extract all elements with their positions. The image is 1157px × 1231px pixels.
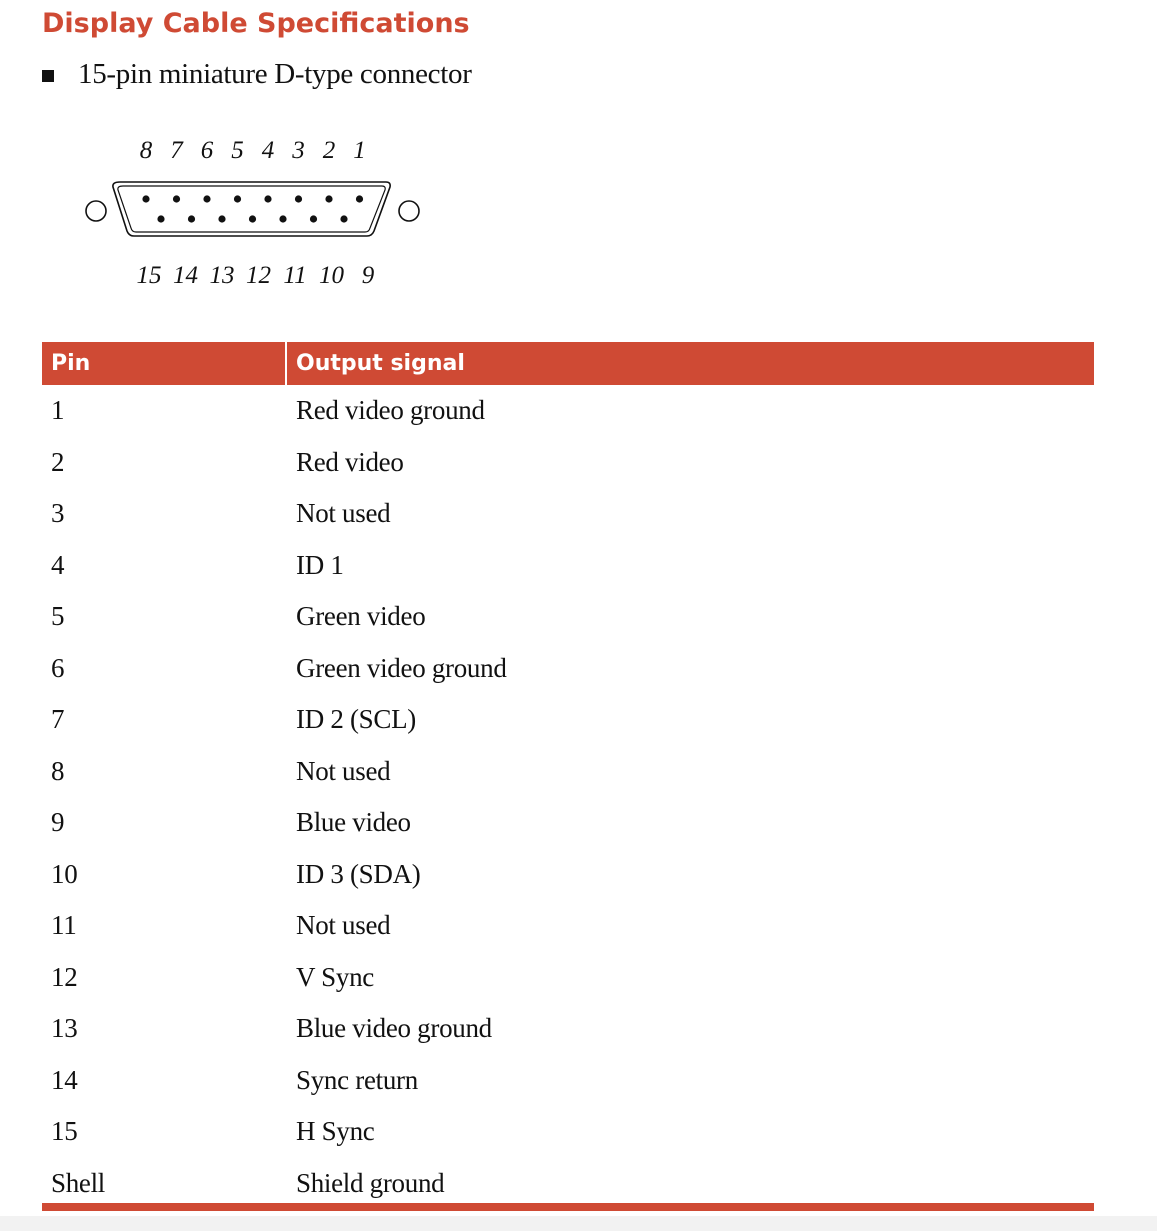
signal-cell: Red video ground: [296, 395, 485, 426]
table-row: [42, 1055, 1094, 1107]
pin-cell: 13: [51, 1013, 78, 1044]
pin-cell: 1: [51, 395, 65, 426]
pin-number-label: 7: [170, 137, 183, 164]
pin-dot: [340, 215, 347, 222]
pin-number-label: 5: [231, 137, 244, 164]
table-row: [42, 591, 1094, 643]
table-row: [42, 437, 1094, 489]
pin-number-label: 14: [173, 262, 198, 289]
pin-cell: 9: [51, 807, 65, 838]
pin-number-label: 9: [361, 262, 375, 289]
table-bottom-rule: [42, 1203, 1094, 1211]
pin-dot: [234, 195, 241, 202]
pin-number-label: 6: [200, 137, 214, 164]
pin-number-label: 13: [209, 262, 235, 289]
pin-dot: [249, 215, 256, 222]
bottom-pin-row: [157, 215, 347, 222]
table-body: [42, 385, 1094, 1209]
table-row: [42, 1003, 1094, 1055]
signal-cell: Shield ground: [296, 1167, 445, 1198]
signal-cell: Not used: [296, 755, 391, 786]
signal-cell: Blue video: [296, 807, 411, 838]
pin-cell: 12: [51, 961, 78, 992]
pin-dot: [279, 215, 286, 222]
page-edge: [0, 1216, 1157, 1231]
pin-dot: [264, 195, 271, 202]
signal-cell: ID 3 (SDA): [296, 858, 421, 889]
pin-cell: 14: [51, 1064, 78, 1095]
pin-cell: 2: [51, 446, 65, 477]
signal-cell: Not used: [296, 910, 391, 941]
pin-number-label: 3: [292, 137, 305, 164]
pin-dot: [173, 195, 180, 202]
header-output-signal: Output signal: [296, 351, 465, 376]
table-row: [42, 1106, 1094, 1158]
section-heading: Display Cable Specifications: [42, 8, 470, 39]
signal-cell: V Sync: [296, 961, 374, 992]
pin-dot: [203, 195, 210, 202]
table-row: [42, 694, 1094, 746]
table-row: [42, 643, 1094, 695]
pin-cell: 5: [51, 601, 65, 632]
pin-number-label: 10: [319, 262, 344, 289]
pin-cell: 4: [51, 549, 65, 580]
right-mounting-hole-icon: [399, 201, 419, 221]
connector-diagram: [0, 0, 460, 300]
signal-cell: H Sync: [296, 1116, 375, 1147]
table-row: [42, 849, 1094, 901]
table-row: [42, 1158, 1094, 1210]
top-pin-row: [142, 195, 363, 202]
signal-cell: ID 2 (SCL): [296, 704, 416, 735]
pin-cell: 8: [51, 755, 65, 786]
pin-cell: 6: [51, 652, 65, 683]
connector-shell-inner: [118, 186, 385, 232]
pin-dot: [218, 215, 225, 222]
pin-number-label: 8: [139, 137, 153, 164]
pin-cell: 10: [51, 858, 78, 889]
signal-cell: Not used: [296, 498, 391, 529]
table-row: [42, 900, 1094, 952]
table-row: [42, 385, 1094, 437]
pin-number-label: 4: [261, 137, 275, 164]
table-row: [42, 488, 1094, 540]
signal-cell: ID 1: [296, 549, 344, 580]
signal-cell: Green video: [296, 601, 426, 632]
pin-dot: [310, 215, 317, 222]
pin-dot: [356, 195, 363, 202]
pin-number-label: 2: [322, 137, 336, 164]
pin-dot: [295, 195, 302, 202]
pin-number-label: 15: [136, 262, 162, 289]
pin-number-label: 12: [246, 262, 271, 289]
pin-cell: Shell: [51, 1167, 106, 1198]
pin-number-label: 1: [353, 137, 366, 164]
table-row: [42, 952, 1094, 1004]
pin-number-label: 11: [283, 262, 307, 289]
pin-signal-table: [42, 342, 1094, 1211]
pin-dot: [142, 195, 149, 202]
top-pin-labels: [140, 137, 366, 164]
connector-shell-outer: [113, 182, 390, 236]
pin-cell: 15: [51, 1116, 78, 1147]
table-row: [42, 797, 1094, 849]
bottom-pin-labels: [137, 262, 375, 289]
table-row: [42, 746, 1094, 798]
pin-dot: [188, 215, 195, 222]
table-row: [42, 540, 1094, 592]
left-mounting-hole-icon: [86, 201, 106, 221]
pin-cell: 7: [51, 704, 65, 735]
signal-cell: Green video ground: [296, 652, 507, 683]
pin-dot: [157, 215, 164, 222]
signal-cell: Sync return: [296, 1064, 418, 1095]
bullet-text: 15-pin miniature D-type connector: [78, 57, 472, 90]
signal-cell: Red video: [296, 446, 404, 477]
pin-cell: 11: [51, 910, 77, 941]
pin-dot: [325, 195, 332, 202]
table-header: [42, 342, 1094, 385]
pin-cell: 3: [51, 498, 65, 529]
signal-cell: Blue video ground: [296, 1013, 492, 1044]
header-pin: Pin: [42, 342, 287, 385]
